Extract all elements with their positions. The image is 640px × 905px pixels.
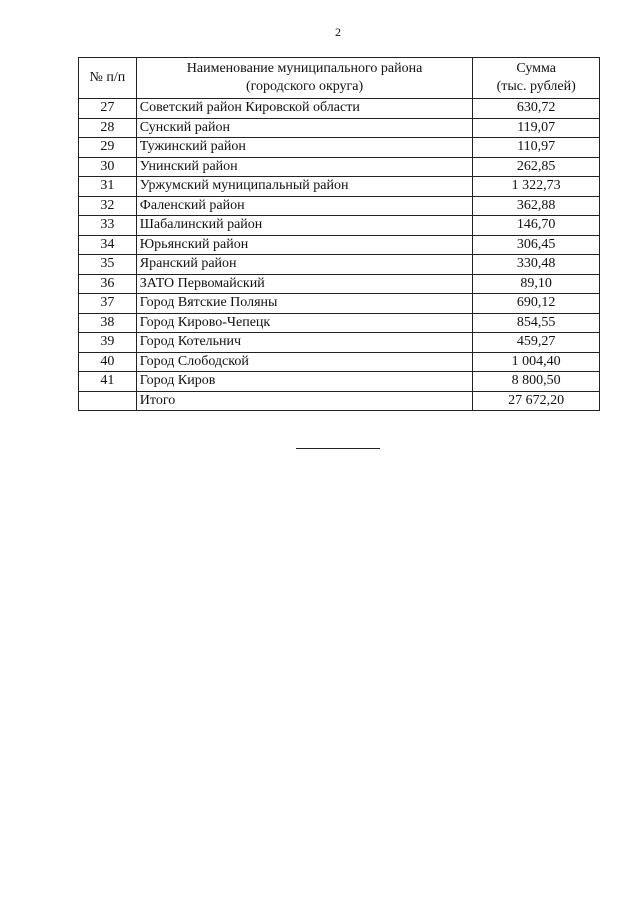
row-sum: 89,10 (473, 274, 600, 294)
header-name-line1: Наименование муниципального района (186, 61, 423, 76)
row-sum: 110,97 (473, 138, 600, 158)
total-label: Итого (136, 391, 473, 411)
row-name: Яранский район (136, 255, 473, 275)
row-name: Сунский район (136, 118, 473, 138)
row-name: Советский район Кировской области (136, 99, 473, 119)
total-sum: 27 672,20 (473, 391, 600, 411)
header-name-line2: (городского округа) (245, 79, 364, 94)
row-sum: 306,45 (473, 235, 600, 255)
table-total-row (79, 391, 600, 411)
row-num: 40 (79, 352, 137, 372)
row-sum: 146,70 (473, 216, 600, 236)
row-sum: 854,55 (473, 313, 600, 333)
row-sum: 630,72 (473, 99, 600, 119)
table-row (79, 99, 600, 119)
row-name: Город Котельнич (136, 333, 473, 353)
row-name: Уржумский муниципальный район (136, 177, 473, 197)
row-num: 38 (79, 313, 137, 333)
table-row (79, 157, 600, 177)
header-sum (473, 58, 600, 99)
table-row (79, 118, 600, 138)
row-name: Город Слободской (136, 352, 473, 372)
row-num: 27 (79, 99, 137, 119)
table-row (79, 196, 600, 216)
end-divider-line (296, 448, 380, 449)
row-name: Шабалинский район (136, 216, 473, 236)
table-row (79, 235, 600, 255)
table-row (79, 216, 600, 236)
allocation-table (78, 57, 600, 411)
table-row (79, 274, 600, 294)
row-name: Город Киров (136, 372, 473, 392)
row-num: 39 (79, 333, 137, 353)
page-number: 2 (335, 25, 341, 39)
header-sum-line1: Сумма (516, 61, 556, 76)
row-num: 29 (79, 138, 137, 158)
table-row (79, 294, 600, 314)
table-row (79, 372, 600, 392)
header-num: № п/п (79, 58, 137, 99)
row-sum: 1 322,73 (473, 177, 600, 197)
row-sum: 330,48 (473, 255, 600, 275)
row-num: 37 (79, 294, 137, 314)
row-name: Юрьянский район (136, 235, 473, 255)
table-row (79, 255, 600, 275)
row-sum: 262,85 (473, 157, 600, 177)
table-row (79, 333, 600, 353)
row-name: ЗАТО Первомайский (136, 274, 473, 294)
row-num: 30 (79, 157, 137, 177)
row-num: 41 (79, 372, 137, 392)
table-row (79, 313, 600, 333)
row-name: Унинский район (136, 157, 473, 177)
total-num (79, 391, 137, 411)
row-num: 31 (79, 177, 137, 197)
row-sum: 459,27 (473, 333, 600, 353)
row-name: Город Кирово-Чепецк (136, 313, 473, 333)
row-sum: 8 800,50 (473, 372, 600, 392)
row-num: 33 (79, 216, 137, 236)
row-name: Город Вятские Поляны (136, 294, 473, 314)
row-num: 28 (79, 118, 137, 138)
header-sum-line2: (тыс. рублей) (496, 79, 576, 94)
row-num: 36 (79, 274, 137, 294)
row-num: 32 (79, 196, 137, 216)
row-sum: 119,07 (473, 118, 600, 138)
row-sum: 1 004,40 (473, 352, 600, 372)
row-name: Тужинский район (136, 138, 473, 158)
table-row (79, 177, 600, 197)
row-name: Фаленский район (136, 196, 473, 216)
row-num: 34 (79, 235, 137, 255)
row-sum: 690,12 (473, 294, 600, 314)
table-header-row (79, 58, 600, 99)
row-sum: 362,88 (473, 196, 600, 216)
table-row (79, 352, 600, 372)
row-num: 35 (79, 255, 137, 275)
table-row (79, 138, 600, 158)
header-name (136, 58, 473, 99)
